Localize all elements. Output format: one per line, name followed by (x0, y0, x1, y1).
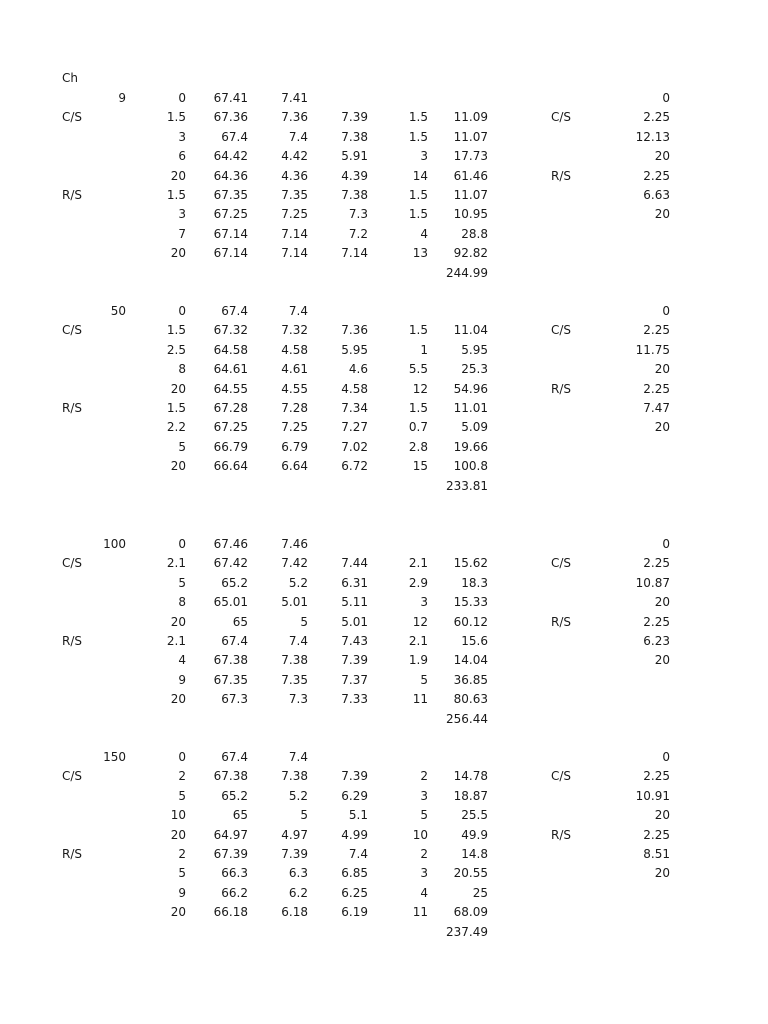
col-mean: 7.02 (341, 439, 368, 454)
col-time: 0 (178, 304, 186, 318)
col-side-value: 0 (662, 537, 670, 551)
col-mean: 5.01 (341, 614, 368, 629)
col-mean: 5.11 (341, 595, 368, 610)
col-reading: 64.61 (213, 362, 248, 377)
col-mean: 6.19 (341, 905, 368, 920)
col-time: 20 (170, 692, 186, 707)
col-side-value: 2.25 (643, 769, 670, 784)
col-depth: 7.4 (288, 634, 308, 648)
col-product: 11.07 (453, 129, 488, 144)
col-time: 3 (178, 129, 186, 144)
col-reading: 65.2 (221, 575, 248, 590)
col-depth: 7.42 (281, 556, 308, 571)
col-depth: 6.2 (288, 885, 308, 900)
col-depth: 7.35 (281, 672, 308, 687)
col-mean: 7.44 (341, 556, 368, 571)
col-interval: 4 (420, 885, 428, 900)
side-label: R/S (551, 168, 571, 183)
col-reading: 64.97 (213, 827, 248, 842)
col-reading: 65 (232, 808, 248, 823)
col-interval: 5 (420, 672, 428, 687)
col-reading: 67.41 (213, 91, 248, 105)
col-interval: 3 (420, 866, 428, 881)
col-time: 2.1 (166, 634, 186, 648)
col-time: 20 (170, 381, 186, 396)
col-interval: 1.9 (408, 653, 428, 668)
col-time: 6 (178, 149, 186, 164)
col-depth: 7.46 (281, 537, 308, 551)
col-time: 20 (170, 246, 186, 261)
col-depth: 4.58 (281, 342, 308, 357)
col-depth: 4.55 (281, 381, 308, 396)
col-interval: 13 (412, 246, 428, 261)
col-side-value: 2.25 (643, 168, 670, 183)
col-time: 0 (178, 91, 186, 105)
row-label: C/S (62, 769, 83, 784)
col-product: 15.62 (453, 556, 488, 571)
col-side-value: 10.91 (635, 788, 670, 803)
side-label: R/S (551, 827, 571, 842)
col-interval: 2.9 (408, 575, 428, 590)
col-product: 18.3 (461, 575, 488, 590)
col-interval: 11 (412, 905, 428, 920)
col-product: 25.5 (461, 808, 488, 823)
col-time: 2 (178, 847, 186, 861)
col-reading: 67.14 (213, 246, 248, 261)
col-time: 20 (170, 614, 186, 629)
col-interval: 1.5 (408, 110, 428, 125)
col-side-value: 2.25 (643, 381, 670, 396)
col-interval: 14 (412, 168, 428, 183)
col-reading: 67.38 (213, 769, 248, 784)
col-mean: 6.25 (341, 885, 368, 900)
col-interval: 12 (412, 381, 428, 396)
col-interval: 3 (420, 788, 428, 803)
col-reading: 66.18 (213, 905, 248, 920)
block-total: 244.99 (446, 265, 488, 280)
col-reading: 67.3 (221, 692, 248, 707)
col-depth: 7.4 (288, 304, 308, 318)
block-label: 100 (103, 537, 126, 551)
block-label: 150 (103, 750, 126, 764)
col-depth: 7.14 (281, 226, 308, 241)
col-depth: 7.35 (281, 188, 308, 202)
col-time: 7 (178, 226, 186, 241)
block-label: 9 (118, 91, 126, 105)
col-interval: 2 (420, 847, 428, 861)
col-product: 20.55 (453, 866, 488, 881)
col-product: 25 (472, 885, 488, 900)
col-side-value: 20 (654, 595, 670, 610)
col-reading: 66.79 (213, 439, 248, 454)
col-product: 15.6 (461, 634, 488, 648)
col-mean: 7.14 (341, 246, 368, 261)
col-time: 2.1 (166, 556, 186, 571)
col-time: 2 (178, 769, 186, 784)
col-interval: 3 (420, 595, 428, 610)
col-interval: 5 (420, 808, 428, 823)
col-reading: 67.35 (213, 672, 248, 687)
col-product: 19.66 (453, 439, 488, 454)
col-product: 14.8 (461, 847, 488, 861)
col-time: 2.2 (166, 420, 186, 435)
col-depth: 6.79 (281, 439, 308, 454)
col-depth: 7.4 (288, 129, 308, 144)
col-reading: 65.01 (213, 595, 248, 610)
col-mean: 4.39 (341, 168, 368, 183)
col-reading: 64.58 (213, 342, 248, 357)
col-mean: 7.3 (348, 207, 368, 222)
col-side-value: 2.25 (643, 614, 670, 629)
col-side-value: 6.23 (643, 634, 670, 648)
col-side-value: 20 (654, 207, 670, 222)
col-side-value: 7.47 (643, 401, 670, 415)
col-reading: 64.36 (213, 168, 248, 183)
col-time: 8 (178, 595, 186, 610)
col-reading: 67.39 (213, 847, 248, 861)
col-reading: 67.4 (221, 634, 248, 648)
col-interval: 1 (420, 342, 428, 357)
col-depth: 5.2 (288, 575, 308, 590)
side-label: R/S (551, 381, 571, 396)
side-label: C/S (551, 110, 572, 125)
col-side-value: 6.63 (643, 188, 670, 202)
col-depth: 4.36 (281, 168, 308, 183)
col-interval: 2.1 (408, 634, 428, 648)
row-label: R/S (62, 401, 82, 415)
col-reading: 67.32 (213, 323, 248, 338)
col-depth: 4.97 (281, 827, 308, 842)
col-reading: 65.2 (221, 788, 248, 803)
col-depth: 6.64 (281, 459, 308, 474)
col-side-value: 20 (654, 808, 670, 823)
col-mean: 7.38 (341, 129, 368, 144)
col-mean: 7.39 (341, 769, 368, 784)
col-mean: 7.27 (341, 420, 368, 435)
col-interval: 10 (412, 827, 428, 842)
col-mean: 6.29 (341, 788, 368, 803)
col-side-value: 2.25 (643, 556, 670, 571)
col-product: 14.04 (453, 653, 488, 668)
col-depth: 5.01 (281, 595, 308, 610)
col-time: 5 (178, 866, 186, 881)
col-mean: 7.38 (341, 188, 368, 202)
col-depth: 7.28 (281, 401, 308, 415)
col-reading: 67.35 (213, 188, 248, 202)
col-reading: 66.64 (213, 459, 248, 474)
col-mean: 5.91 (341, 149, 368, 164)
col-reading: 67.14 (213, 226, 248, 241)
col-mean: 7.39 (341, 110, 368, 125)
col-side-value: 2.25 (643, 110, 670, 125)
col-product: 28.8 (461, 226, 488, 241)
col-mean: 5.95 (341, 342, 368, 357)
col-product: 15.33 (453, 595, 488, 610)
side-label: R/S (551, 614, 571, 629)
col-reading: 64.55 (213, 381, 248, 396)
col-depth: 7.32 (281, 323, 308, 338)
col-mean: 4.6 (348, 362, 368, 377)
row-label: R/S (62, 188, 82, 202)
col-side-value: 2.25 (643, 827, 670, 842)
col-depth: 6.3 (288, 866, 308, 881)
col-mean: 4.99 (341, 827, 368, 842)
col-depth: 5 (300, 808, 308, 823)
col-interval: 3 (420, 149, 428, 164)
col-product: 54.96 (453, 381, 488, 396)
col-product: 5.95 (461, 342, 488, 357)
block-total: 256.44 (446, 711, 488, 726)
col-depth: 7.25 (281, 420, 308, 435)
col-side-value: 10.87 (635, 575, 670, 590)
col-reading: 67.4 (221, 750, 248, 764)
row-label: C/S (62, 323, 83, 338)
col-interval: 5.5 (408, 362, 428, 377)
col-depth: 7.3 (288, 692, 308, 707)
col-product: 100.8 (453, 459, 488, 474)
col-reading: 67.42 (213, 556, 248, 571)
col-time: 1.5 (166, 323, 186, 338)
col-mean: 7.39 (341, 653, 368, 668)
col-interval: 2.8 (408, 439, 428, 454)
row-label: C/S (62, 556, 83, 571)
col-time: 3 (178, 207, 186, 222)
col-time: 5 (178, 788, 186, 803)
col-time: 0 (178, 537, 186, 551)
col-mean: 7.4 (348, 847, 368, 861)
col-time: 5 (178, 575, 186, 590)
col-time: 8 (178, 362, 186, 377)
col-interval: 1.5 (408, 129, 428, 144)
col-depth: 7.38 (281, 653, 308, 668)
col-side-value: 20 (654, 149, 670, 164)
col-mean: 5.1 (348, 808, 368, 823)
col-mean: 7.2 (348, 226, 368, 241)
col-product: 61.46 (453, 168, 488, 183)
side-label: C/S (551, 769, 572, 784)
col-mean: 7.33 (341, 692, 368, 707)
col-product: 11.01 (453, 401, 488, 415)
col-depth: 7.38 (281, 769, 308, 784)
col-reading: 67.36 (213, 110, 248, 125)
col-product: 11.04 (453, 323, 488, 338)
col-product: 18.87 (453, 788, 488, 803)
row-label: R/S (62, 847, 82, 861)
col-depth: 4.61 (281, 362, 308, 377)
col-time: 20 (170, 827, 186, 842)
col-reading: 65 (232, 614, 248, 629)
col-interval: 4 (420, 226, 428, 241)
col-mean: 7.43 (341, 634, 368, 648)
col-product: 36.85 (453, 672, 488, 687)
col-mean: 6.85 (341, 866, 368, 881)
sheet-title: Ch (62, 71, 78, 85)
col-reading: 67.38 (213, 653, 248, 668)
col-side-value: 20 (654, 653, 670, 668)
col-time: 20 (170, 168, 186, 183)
col-depth: 7.36 (281, 110, 308, 125)
col-mean: 6.72 (341, 459, 368, 474)
col-interval: 12 (412, 614, 428, 629)
col-reading: 67.28 (213, 401, 248, 415)
col-interval: 0.7 (408, 420, 428, 435)
col-mean: 4.58 (341, 381, 368, 396)
col-product: 10.95 (453, 207, 488, 222)
col-time: 2.5 (166, 342, 186, 357)
col-depth: 7.25 (281, 207, 308, 222)
col-time: 9 (178, 672, 186, 687)
col-time: 5 (178, 439, 186, 454)
col-interval: 1.5 (408, 401, 428, 415)
col-side-value: 0 (662, 304, 670, 318)
col-interval: 15 (412, 459, 428, 474)
col-mean: 6.31 (341, 575, 368, 590)
col-time: 1.5 (166, 188, 186, 202)
col-depth: 7.14 (281, 246, 308, 261)
col-product: 11.07 (453, 188, 488, 202)
col-time: 9 (178, 885, 186, 900)
col-side-value: 0 (662, 750, 670, 764)
col-side-value: 8.51 (643, 847, 670, 861)
col-depth: 7.41 (281, 91, 308, 105)
side-label: C/S (551, 556, 572, 571)
col-interval: 2.1 (408, 556, 428, 571)
col-depth: 5 (300, 614, 308, 629)
col-reading: 67.4 (221, 129, 248, 144)
col-interval: 1.5 (408, 323, 428, 338)
block-total: 237.49 (446, 924, 488, 939)
col-interval: 1.5 (408, 188, 428, 202)
col-interval: 1.5 (408, 207, 428, 222)
row-label: C/S (62, 110, 83, 125)
col-depth: 7.39 (281, 847, 308, 861)
col-time: 4 (178, 653, 186, 668)
col-product: 60.12 (453, 614, 488, 629)
col-product: 68.09 (453, 905, 488, 920)
col-time: 10 (170, 808, 186, 823)
col-reading: 66.3 (221, 866, 248, 881)
side-label: C/S (551, 323, 572, 338)
col-time: 0 (178, 750, 186, 764)
col-mean: 7.34 (341, 401, 368, 415)
col-side-value: 0 (662, 91, 670, 105)
col-side-value: 20 (654, 362, 670, 377)
col-side-value: 2.25 (643, 323, 670, 338)
col-side-value: 12.13 (635, 129, 670, 144)
col-reading: 67.25 (213, 207, 248, 222)
col-product: 11.09 (453, 110, 488, 125)
col-product: 25.3 (461, 362, 488, 377)
col-depth: 7.4 (288, 750, 308, 764)
col-side-value: 11.75 (635, 342, 670, 357)
col-product: 49.9 (461, 827, 488, 842)
col-mean: 7.37 (341, 672, 368, 687)
col-depth: 6.18 (281, 905, 308, 920)
col-product: 5.09 (461, 420, 488, 435)
col-depth: 4.42 (281, 149, 308, 164)
col-product: 14.78 (453, 769, 488, 784)
col-interval: 11 (412, 692, 428, 707)
col-reading: 67.4 (221, 304, 248, 318)
block-total: 233.81 (446, 478, 488, 493)
row-label: R/S (62, 634, 82, 648)
col-side-value: 20 (654, 866, 670, 881)
col-depth: 5.2 (288, 788, 308, 803)
block-label: 50 (110, 304, 126, 318)
col-reading: 64.42 (213, 149, 248, 164)
col-time: 1.5 (166, 110, 186, 125)
col-product: 92.82 (453, 246, 488, 261)
col-reading: 67.25 (213, 420, 248, 435)
col-product: 17.73 (453, 149, 488, 164)
col-side-value: 20 (654, 420, 670, 435)
col-product: 80.63 (453, 692, 488, 707)
col-time: 20 (170, 459, 186, 474)
col-time: 1.5 (166, 401, 186, 415)
col-mean: 7.36 (341, 323, 368, 338)
col-reading: 67.46 (213, 537, 248, 551)
col-time: 20 (170, 905, 186, 920)
col-interval: 2 (420, 769, 428, 784)
col-reading: 66.2 (221, 885, 248, 900)
